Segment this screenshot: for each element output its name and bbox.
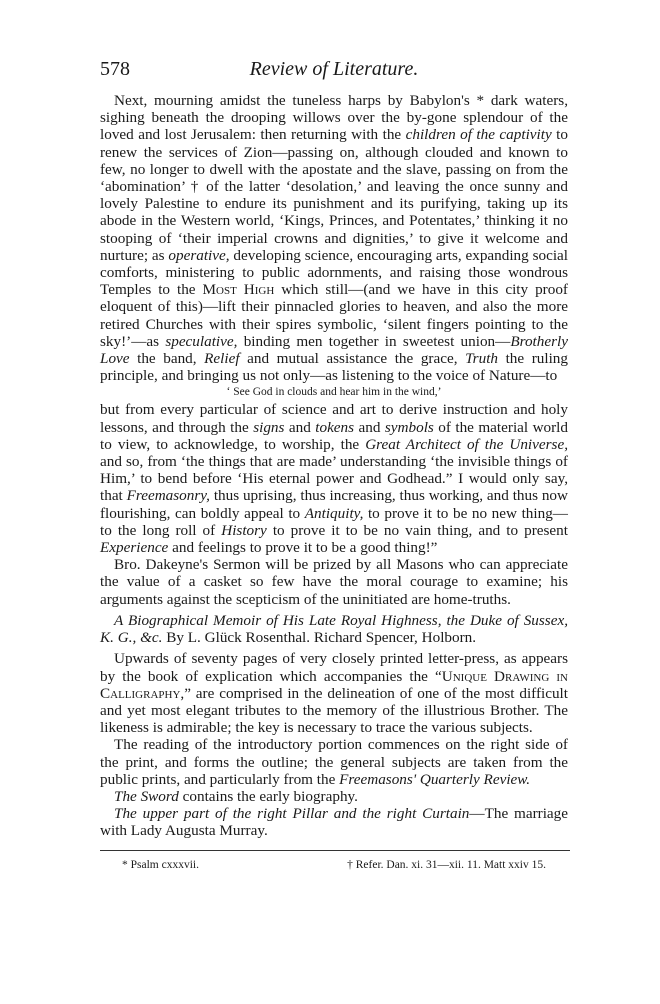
book-author: By L. Glück Rosenthal.	[162, 629, 311, 647]
paragraph: Upwards of seventy pages of very closely printed letter-press, as appears by the book of explication which accompanies the “Unique Drawing in Calligraphy,” are comprised in the delineation of one of the most difficult and yet most elegant tributes to the memory of the illustrious Brother. The likeness is admirable; the key is necessary to trace the various subjects.	[100, 650, 569, 737]
book-publisher: Richard Spencer, Holborn.	[310, 629, 477, 647]
review-heading	[100, 612, 568, 646]
page-header	[100, 58, 568, 92]
paragraph: The upper part of the right Pillar and the right Curtain—The marriage with Lady Augusta Murray.	[100, 805, 568, 840]
footnote: † Refer. Dan. xi. 31—xii. 11. Matt xxiv 15.	[347, 858, 546, 871]
paragraph: but from every particular of science and art to derive instruction and holy lessons, and through the signs and tokens and symbols of the material world to view, to acknowledge, to worship, the Great Architect of the Universe, and so, from ‘the things that are made’ understanding ‘the invisible things of Him,’ to bend before ‘His eternal power and Godhead.” I would only say, that Freemasonry, thus uprising, thus increasing, thus working, and thus now flourishing, can boldly appeal to Antiquity, to prove it to be no new thing—to the long roll of History to prove it to be no vain thing, and to present Experience and feelings to prove it to be a good thing!”	[100, 401, 568, 557]
paragraph: The Sword contains the early biography.	[114, 787, 358, 805]
paragraph: Bro. Dakeyne's Sermon will be prized by all Masons who can appreciate the value of a casket so few have the moral courage to examine; his arguments against the scepticism of the uninitiated are home-truths.	[100, 556, 568, 608]
book-title: A Biographical Memoir of His Late Royal Highness, the Duke of Sussex, K. G., &c.	[100, 611, 568, 647]
footnotes	[100, 859, 568, 871]
paragraph: The reading of the introductory portion commences on the right side of the print, and forms the outline; the general subjects are taken from the public prints, and particularly from the Freemasons' Quarterly Review.	[100, 736, 568, 788]
footnote-rule	[100, 850, 570, 851]
running-head: Review of Literature.	[249, 58, 419, 80]
paragraph: Next, mourning amidst the tuneless harps by Babylon's * dark waters, sighing beneath the drooping willows over the by-gone splendour of the loved and lost Jerusalem: then returning with the children of the captivity to renew the services of Zion—passing on, although clouded and known to few, no longer to dwell with the apostate and the slave, passing on from the ‘abomination’ † of the latter ‘desolation,’ and leaving the once sunny and lovely Palestine to endure its punishment and its purifying, taking up its abode in the Western world, ‘Kings, Princes, and Potentates,’ thinking it no stooping of ‘their imperial crowns and dignities,’ to give it welcome and nurture; as operative, developing science, encouraging arts, expanding social comforts, ministering to public adornments, and raising those wondrous Temples to the Most High which still—(and we have in this city proof eloquent of this)—lift their pinnacled glories to heaven, and also the more retired Churches with their spires symbolic, ‘silent fingers pointing to the sky!’—as speculative, binding men together in sweetest union—Brotherly Love the band, Relief and mutual assistance the grace, Truth the ruling principle, and bringing us not only—as listening to the voice of Nature—to	[100, 92, 568, 385]
footnote: * Psalm cxxxvii.	[122, 858, 199, 871]
verse-quote: ‘ See God in clouds and hear him in the wind,’	[226, 386, 442, 399]
body-text	[100, 92, 568, 840]
book-page	[100, 58, 568, 871]
page-number: 578	[100, 58, 130, 80]
